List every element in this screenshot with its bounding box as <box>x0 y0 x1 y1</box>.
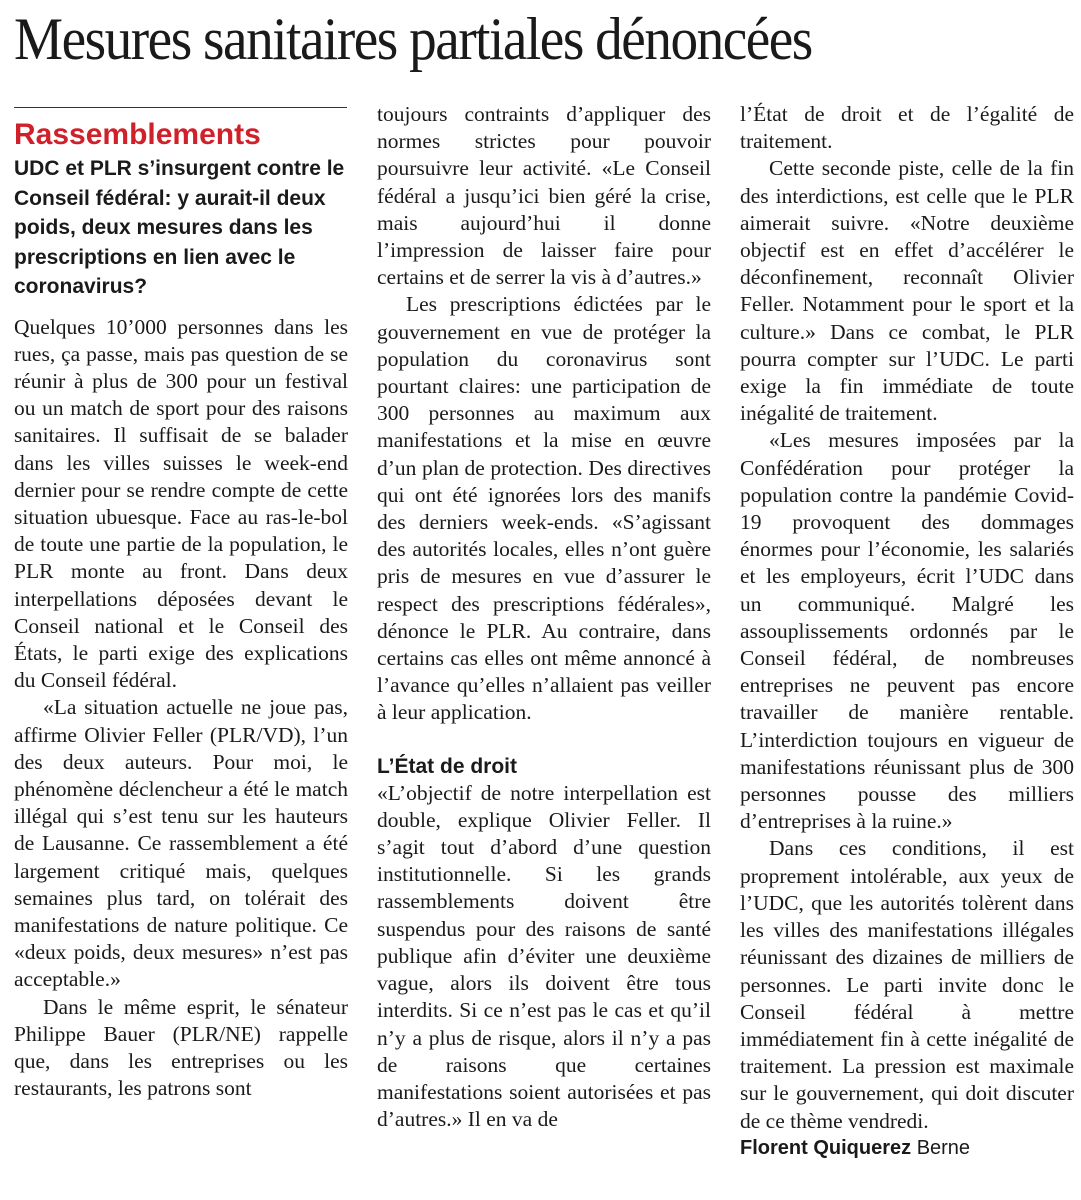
body-paragraph: Les prescriptions édictées par le gouvernement en vue de protéger la population du coronavirus sont pourtant claires: une participation de 300 personnes au maximum aux manifestations et la mise en œuvre d’un plan de protection. Des directives qui ont été ignorées lors des manifs des derniers week-ends. «S’agissant des autorités locales, elles n’ont guère pris de mesures en vue d’assurer le respect des prescriptions fédérales», dénonce le PLR. Au contraire, dans certains cas elles ont même annoncé à l’avance qu’elles n’allaient pas veiller à leur application. <box>377 292 711 725</box>
body-paragraph: toujours contraints d’appliquer des normes strictes pour pouvoir poursuivre leur activité. «Le Conseil fédéral a jusqu’ici bien géré la crise, mais aujourd’hui il donne l’impression de laisser faire pour certains et de serrer la vis à d’autres.» <box>377 102 711 290</box>
column-2 <box>377 101 711 1133</box>
byline-author: Florent Quiquerez <box>740 1136 912 1159</box>
deck: UDC et PLR s’insurgent contre le Conseil fédéral: y aurait-il deux poids, deux mesures dans les prescriptions en lien avec le coronavirus? <box>14 157 345 298</box>
headline: Mesures sanitaires partiales dénoncées <box>14 6 812 72</box>
column-3 <box>740 101 1074 1162</box>
body-paragraph: Quelques 10’000 personnes dans les rues, ça passe, mais pas question de se réunir à plus de 300 pour un festival ou un match de sport pour des raisons sanitaires. Il suffisait de se balader dans les villes suisses le week-end dernier pour se rendre compte de cette situation ubuesque. Face au ras-le-bol de toute une partie de la population, le PLR monte au front. Dans deux interpellations déposées devant le Conseil national et le Conseil des États, le parti exige des explications du Conseil fédéral. <box>14 314 348 693</box>
byline <box>740 1135 1074 1162</box>
body-paragraph: Cette seconde piste, celle de la fin des interdictions, est celle que le PLR aimerait suivre. «Notre deuxième objectif est en effet d’accélérer le déconfinement, reconnaît Olivier Feller. Notamment pour le sport et la culture.» Dans ce combat, le PLR pourra compter sur l’UDC. Le parti exige la fin immédiate de toute inégalité de traitement. <box>740 156 1074 426</box>
body-paragraph: l’État de droit et de l’égalité de traitement. <box>740 102 1074 154</box>
kicker: Rassemblements <box>14 118 261 151</box>
subheading: L’État de droit <box>377 754 518 778</box>
column-1 <box>14 101 348 1102</box>
body-paragraph: «L’objectif de notre interpellation est double, explique Olivier Feller. Il s’agit tout d’abord d’une question institutionnelle. Si les grands rassemblements doivent être suspendus pour des raisons de santé publique afin d’éviter une deuxième vague, alors ils doivent être tous interdits. Si ce n’est pas le cas et qu’il n’y a plus de risque, alors il n’y a pas de raisons que certaines manifestations soient autorisées et pas d’autres.» Il en va de <box>377 780 711 1132</box>
body-paragraph: Dans ces conditions, il est proprement intolérable, aux yeux de l’UDC, que les autorités tolèrent dans les villes des manifestations illégales réunissant des dizaines de milliers de personnes. Le parti invite donc le Conseil fédéral à mettre immédiatement fin à cette inégalité de traitement. La pression est maximale sur le gouvernement, qui doit discuter de ce thème vendredi. <box>740 836 1074 1133</box>
body-paragraph: «La situation actuelle ne joue pas, affirme Olivier Feller (PLR/VD), l’un des deux auteurs. Pour moi, le phénomène déclencheur a été le match illégal qui s’est tenu sur les hauteurs de Lausanne. Ce rassemblement a été largement critiqué mais, quelques semaines plus tard, on tolérait des manifestations de nature politique. Ce «deux poids, deux mesures» n’est pas acceptable.» <box>14 695 348 992</box>
byline-place: Berne <box>916 1136 971 1159</box>
body-paragraph: Dans le même esprit, le sénateur Philippe Bauer (PLR/NE) rappelle que, dans les entreprises ou les restaurants, les patrons sont <box>14 994 348 1101</box>
body-paragraph: «Les mesures imposées par la Confédération pour protéger la population contre la pandémie Covid-19 provoquent des dommages énormes pour l’économie, les salariés et les employeurs, écrit l’UDC dans un communiqué. Malgré les assouplissements ordonnés par le Conseil fédéral, de nombreuses entreprises ne peuvent pas encore travailler de manière rentable. L’interdiction toujours en vigueur de manifestations réunissant plus de 300 personnes pousse des milliers d’entreprises à la ruine.» <box>740 428 1074 834</box>
